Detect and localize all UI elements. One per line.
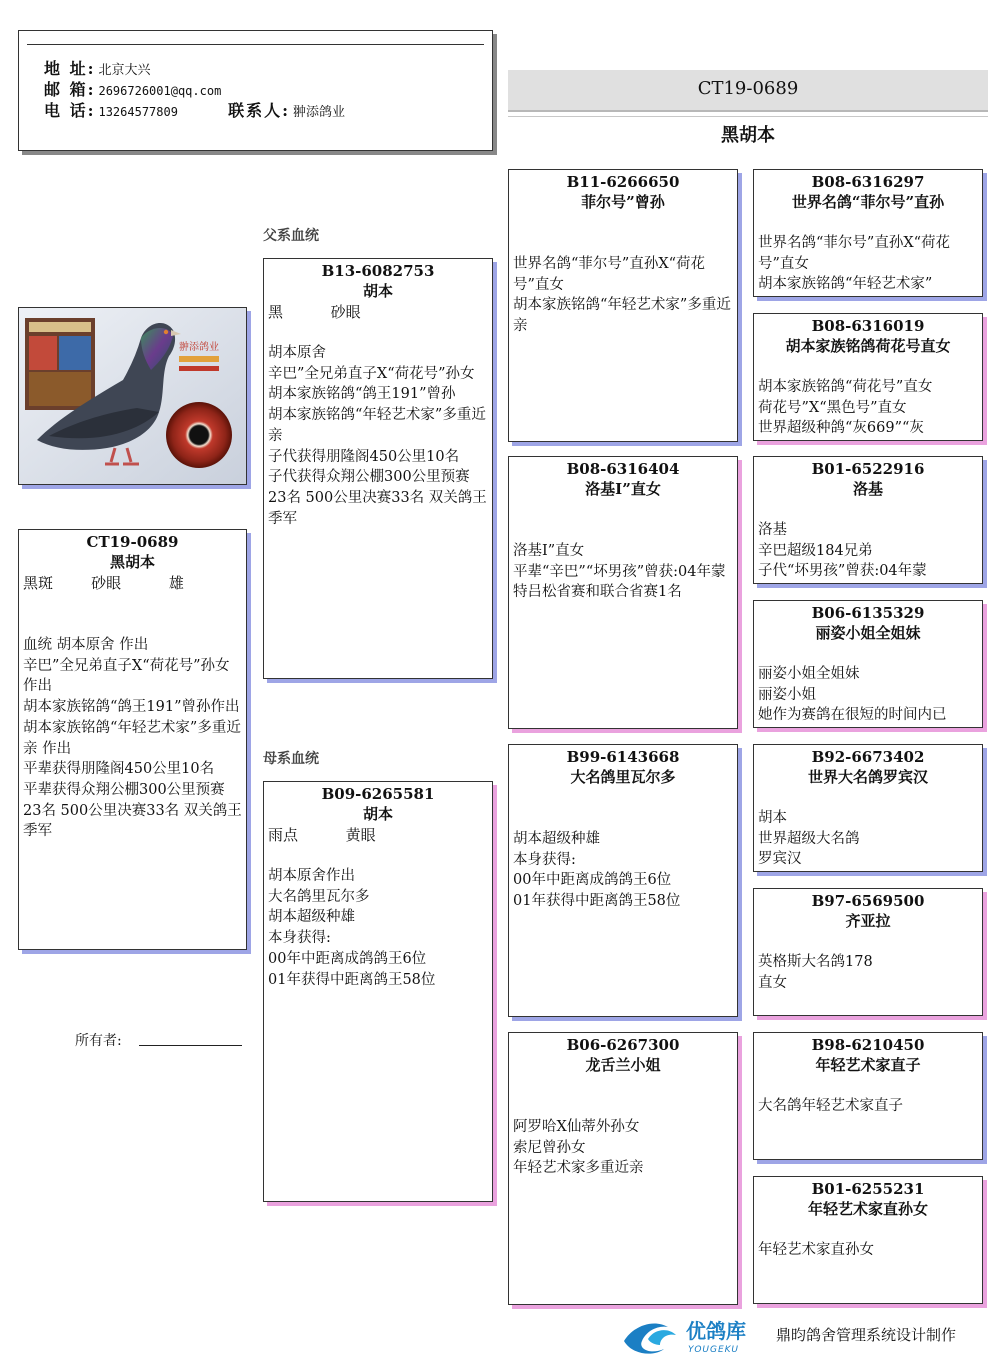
- ggp-line: 辛巴超级184兄弟: [758, 542, 873, 559]
- gp-line: 本身获得:: [513, 851, 576, 868]
- footer-credit: 鼎昀鸽舍管理系统设计制作: [776, 1327, 957, 1344]
- owner-label: 所有者:: [75, 1033, 122, 1049]
- sire-name: 胡本: [362, 282, 393, 300]
- phone-label: 电 话:: [44, 101, 96, 120]
- ggp-name: 世界名鸽“菲尔号”直孙: [791, 193, 945, 211]
- ggp-ring: B08-6316019: [811, 317, 925, 335]
- sire-line: 胡本家族铭鸽“年轻艺术家”多重近亲: [268, 407, 486, 444]
- subject-attributes: 黑斑 砂眼 雄: [23, 574, 184, 592]
- gp-ring: B11-6266650: [566, 173, 680, 191]
- subject-line: 血统 胡本原舍 作出: [23, 637, 149, 653]
- header-ring-number: CT19-0689: [697, 78, 799, 99]
- gp-ring: B99-6143668: [566, 748, 680, 766]
- subject-ring: CT19-0689: [86, 533, 179, 551]
- gp-name: 洛基I”直女: [585, 480, 661, 498]
- dam-line: 本身获得:: [268, 930, 331, 947]
- gp-name: 大名鸽里瓦尔多: [570, 768, 676, 786]
- ggp-card-5: [753, 744, 983, 872]
- ggp-line: 年轻艺术家直孙女: [758, 1242, 874, 1258]
- phone-value: 13264577809: [98, 105, 178, 119]
- ggp-card-7: [753, 1032, 983, 1160]
- sire-section-label: 父系血统: [263, 228, 319, 244]
- dam-card: [263, 781, 493, 1202]
- ggp-ring: B98-6210450: [811, 1036, 925, 1054]
- ggp-ring: B01-6255231: [811, 1180, 925, 1198]
- ggp-line: 大名鸽年轻艺术家直子: [758, 1098, 903, 1114]
- granddam-paternal-card: [508, 456, 738, 729]
- ggp-name: 世界大名鸽罗宾汉: [807, 768, 928, 786]
- dam-attributes: 雨点 黄眼: [268, 826, 376, 844]
- contact-person-label: 联系人:: [228, 101, 291, 120]
- phone-row: [44, 98, 345, 121]
- gp-line: 胡本家族铭鸽“年轻艺术家”多重近亲: [513, 297, 731, 335]
- dam-section-label: 母系血统: [263, 751, 319, 767]
- ggp-card-6: [753, 888, 983, 1016]
- ggp-card-1: [753, 169, 983, 297]
- ggp-line: 直女: [758, 974, 787, 991]
- grandsire-paternal-card: [508, 169, 738, 442]
- brand-logo: [620, 1311, 770, 1357]
- ggp-line: 胡本: [758, 810, 787, 826]
- contact-divider: [27, 44, 484, 45]
- ggp-line: 荷花号”X“黑色号”直女: [758, 399, 907, 416]
- ggp-line: 世界超级大名鸽: [758, 830, 860, 847]
- dam-line: 00年中距离成鸽鸽王6位: [268, 950, 427, 967]
- gp-line: 世界名鸽“菲尔号”直孙X“荷花号”直女: [513, 256, 706, 293]
- sire-card: [263, 258, 493, 679]
- gp-line: 胡本超级种雄: [513, 831, 600, 847]
- ggp-ring: B01-6522916: [811, 460, 925, 478]
- ggp-line: 世界超级种鸽“灰669”“灰: [758, 420, 924, 437]
- email-value: 2696726001@qq.com: [98, 84, 222, 98]
- pigeon-photo: [18, 307, 247, 485]
- dam-line: 胡本原舍作出: [268, 868, 355, 884]
- dam-ring: B09-6265581: [321, 785, 435, 803]
- subject-name: 黑胡本: [109, 553, 155, 571]
- sire-line: 子代获得朋隆阁450公里10名: [268, 448, 460, 465]
- email-label: 邮 箱:: [44, 80, 96, 99]
- gp-name: 菲尔号”曾孙: [581, 193, 665, 211]
- sire-line: 胡本原舍: [268, 345, 326, 361]
- ggp-ring: B97-6569500: [811, 892, 925, 910]
- gp-line: 01年获得中距离鸽王58位: [513, 893, 681, 910]
- granddam-maternal-card: [508, 1032, 738, 1305]
- ggp-name: 丽姿小姐全姐妹: [815, 624, 921, 642]
- dam-line: 胡本超级种雄: [268, 909, 355, 926]
- contact-person-value: 翀添鸽业: [293, 105, 346, 120]
- gp-name: 龙舌兰小姐: [585, 1056, 661, 1074]
- ggp-line: 丽姿小姐全姐妹: [758, 666, 860, 682]
- ggp-card-4: [753, 600, 983, 728]
- brand-name-en: YOUGEKU: [688, 1345, 740, 1355]
- gp-ring: B08-6316404: [566, 460, 680, 478]
- ggp-ring: B08-6316297: [811, 173, 925, 191]
- ggp-line: 丽姿小姐: [758, 686, 816, 703]
- sire-line: 胡本家族铭鸽“鸽王191”曾孙: [268, 386, 456, 403]
- ggp-name: 洛基: [852, 480, 883, 498]
- ggp-name: 年轻艺术家直子: [815, 1056, 921, 1074]
- brand-name: 优鸽库: [686, 1319, 746, 1343]
- contact-box: [18, 30, 493, 151]
- grandsire-maternal-card: [508, 744, 738, 1017]
- ggp-line: 子代“坏男孩”曾获:04年蒙: [758, 563, 927, 580]
- subject-card: [18, 529, 247, 950]
- pigeon-illustration: [19, 308, 246, 484]
- subject-line: 胡本家族铭鸽“年轻艺术家”多重近亲 作出: [23, 719, 241, 757]
- photo-banner-text: 翀添鸽业: [179, 342, 219, 353]
- ggp-line: 洛基: [758, 522, 787, 538]
- header-rule: [508, 116, 988, 117]
- subject-line: 平辈获得朋隆阁450公里10名: [23, 761, 215, 778]
- address-label: 地 址:: [44, 59, 96, 78]
- header-bird-name: 黑胡本: [721, 125, 775, 146]
- gp-line: 洛基I”直女: [513, 543, 585, 559]
- ggp-line: 罗宾汉: [758, 851, 802, 868]
- ggp-ring: B92-6673402: [811, 748, 925, 766]
- ggp-line: 胡本家族铭鸽“荷花号”直女: [758, 379, 933, 395]
- ggp-name: 齐亚拉: [845, 912, 891, 930]
- dam-line: 01年获得中距离鸽王58位: [268, 971, 436, 988]
- ggp-line: 胡本家族铭鸽“年轻艺术家”: [758, 276, 933, 293]
- address-value: 北京大兴: [98, 63, 151, 78]
- gp-line: 年轻艺术家多重近亲: [513, 1160, 644, 1177]
- ggp-card-3: [753, 456, 983, 584]
- ggp-line: 她作为赛鸽在很短的时间内已: [758, 707, 947, 724]
- dam-name: 胡本: [362, 805, 393, 823]
- ggp-card-2: [753, 313, 983, 441]
- sire-ring: B13-6082753: [321, 262, 435, 280]
- gp-line: 阿罗哈X仙蒂外孙女: [513, 1119, 640, 1135]
- owner-signature-line: [139, 1045, 242, 1046]
- ggp-name: 胡本家族铭鸽荷花号直女: [785, 337, 951, 355]
- subject-line: 胡本家族铭鸽“鸽王191”曾孙作出: [23, 699, 240, 716]
- address-row: [44, 56, 151, 79]
- subject-line: 平辈获得众翔公棚300公里预赛23名 500公里决赛33名 双关鸽王季军: [23, 781, 242, 840]
- email-row: [44, 77, 221, 100]
- ggp-name: 年轻艺术家直孙女: [807, 1200, 928, 1218]
- gp-line: 平辈“辛巴”“坏男孩”曾获:04年蒙特吕松省赛和联合省赛1名: [513, 563, 726, 601]
- sire-line: 子代获得众翔公棚300公里预赛23名 500公里决赛33名 双关鸽王季军: [268, 469, 487, 527]
- gp-ring: B06-6267300: [566, 1036, 680, 1054]
- ggp-line: 英格斯大名鸽178: [758, 954, 873, 970]
- gp-line: 索尼曾孙女: [513, 1139, 586, 1156]
- ggp-card-8: [753, 1176, 983, 1304]
- eye-closeup: [166, 402, 232, 468]
- sire-attributes: 黑 砂眼: [268, 303, 361, 321]
- ggp-line: 世界名鸽“菲尔号”直孙X“荷花号”直女: [758, 235, 951, 272]
- subject-line: 辛巴”全兄弟直子X“荷花号”孙女 作出: [23, 657, 230, 695]
- gp-line: 00年中距离成鸽鸽王6位: [513, 872, 672, 889]
- sire-line: 辛巴”全兄弟直子X“荷花号”孙女: [268, 365, 475, 382]
- ggp-ring: B06-6135329: [811, 604, 925, 622]
- dam-line: 大名鸽里瓦尔多: [268, 888, 370, 905]
